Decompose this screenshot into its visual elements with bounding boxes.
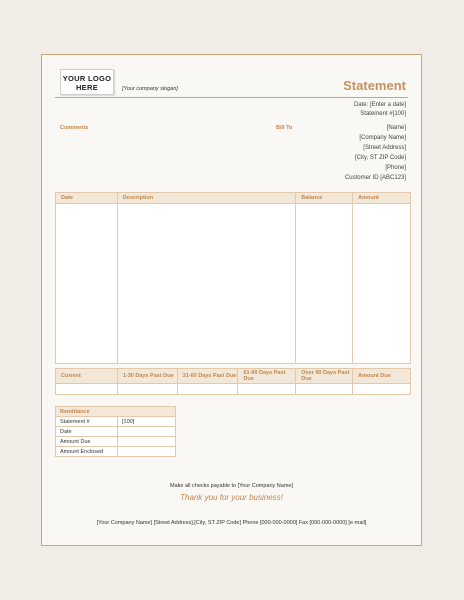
remittance-label: Date (56, 427, 118, 437)
bill-to-city[interactable]: [City, ST ZIP Code] (354, 155, 406, 161)
col-amount: Amount (353, 193, 411, 204)
bill-to-label: Bill To (276, 125, 293, 131)
line-items-header-row (56, 193, 411, 204)
logo-line-2: HERE (75, 83, 99, 92)
payable-note: Make all checks payable to [Your Company Name] (170, 483, 293, 489)
col-amount-due: Amount Due (353, 369, 411, 384)
remittance-row (56, 417, 176, 427)
col-over-90: Over 90 Days Past Due (296, 369, 353, 384)
61-90-value[interactable] (238, 384, 296, 395)
cell-amount[interactable] (353, 204, 411, 364)
bill-to-name[interactable]: [Name] (386, 125, 406, 131)
remittance-row (56, 437, 176, 447)
current-value[interactable] (56, 384, 118, 395)
remittance-row (56, 427, 176, 437)
over-90-value[interactable] (296, 384, 353, 395)
company-contact-footer[interactable]: [Your Company Name] [Street Address],[City, ST ZIP Code] Phone [000-000-0000] Fax [000-000-0000] [e-mail] (96, 520, 367, 526)
col-current: Current (56, 369, 118, 384)
line-items-table (55, 192, 411, 364)
remittance-value[interactable] (118, 427, 176, 437)
col-31-60: 31-60 Days Past Due (177, 369, 238, 384)
logo-line-1: YOUR LOGO (62, 74, 112, 83)
remittance-value[interactable]: [100] (118, 417, 176, 427)
statement-date[interactable]: Date: [Enter a date] (353, 102, 406, 108)
remittance-table (55, 406, 176, 457)
cell-balance[interactable] (296, 204, 353, 364)
logo-placeholder[interactable] (60, 69, 114, 95)
remittance-title: Remittance (56, 407, 176, 417)
1-30-value[interactable] (117, 384, 177, 395)
bill-to-company[interactable]: [Company Name] (359, 135, 406, 141)
statement-number[interactable]: Statement #[100] (360, 111, 406, 117)
col-1-30: 1-30 Days Past Due (117, 369, 177, 384)
statement-title: Statement (343, 78, 406, 93)
remittance-value[interactable] (118, 447, 176, 457)
bill-to-street[interactable]: [Street Address] (363, 145, 406, 151)
header-divider (55, 97, 408, 98)
remittance-row (56, 447, 176, 457)
aging-value-row (56, 384, 411, 395)
col-61-90: 61-90 Days Past Due (238, 369, 296, 384)
remittance-value[interactable] (118, 437, 176, 447)
remittance-header-row (56, 407, 176, 417)
comments-label: Comments (60, 125, 89, 131)
31-60-value[interactable] (177, 384, 238, 395)
customer-id[interactable]: Customer ID [ABC123] (344, 175, 406, 181)
cell-date[interactable] (56, 204, 118, 364)
cell-description[interactable] (117, 204, 295, 364)
col-balance: Balance (296, 193, 353, 204)
col-description: Description (117, 193, 295, 204)
line-items-body-row (56, 204, 411, 364)
amount-due-value[interactable] (353, 384, 411, 395)
remittance-label: Amount Enclosed (56, 447, 118, 457)
aging-header-row (56, 369, 411, 384)
bill-to-phone[interactable]: [Phone] (385, 165, 406, 171)
aging-table (55, 368, 411, 395)
remittance-label: Statement # (56, 417, 118, 427)
company-slogan[interactable]: [Your company slogan] (122, 86, 178, 92)
statement-page (41, 54, 422, 546)
remittance-label: Amount Due (56, 437, 118, 447)
col-date: Date (56, 193, 118, 204)
thank-you-message: Thank you for your business! (180, 493, 283, 502)
